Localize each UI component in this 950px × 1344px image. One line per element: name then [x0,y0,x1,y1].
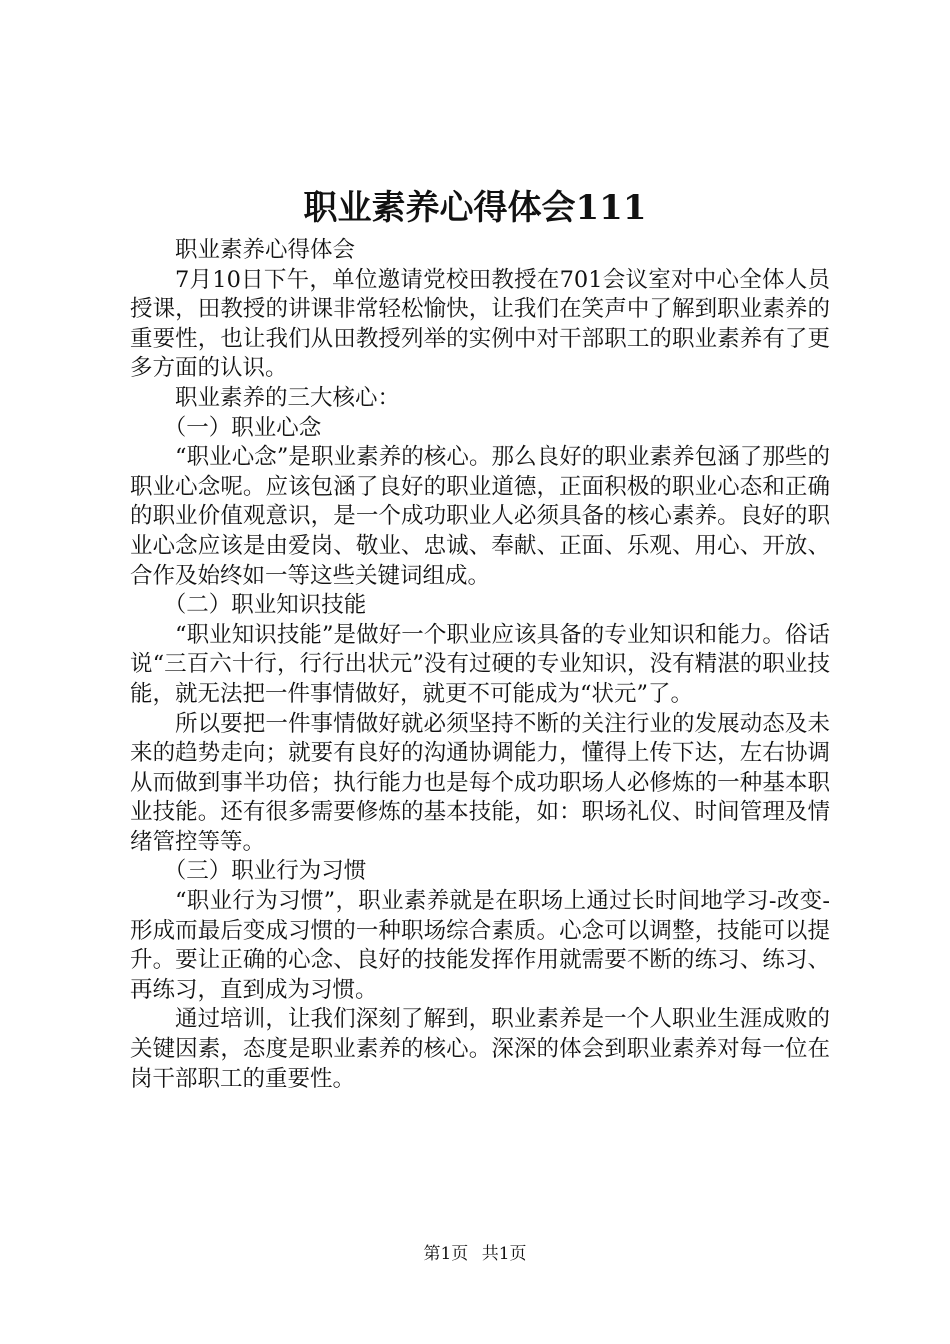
page-total: 共1页 [481,1244,527,1264]
document-body [130,236,830,1094]
paragraph-section-2a: “职业知识技能”是做好一个职业应该具备的专业知识和能力。俗话说“三百六十行，行行出状元”没有过硬的专业知识，没有精湛的职业技能，就无法把一件事情做好，就更不可能成为“状元”了。 [130,621,830,707]
paragraph-subtitle: 职业素养心得体会 [175,237,356,263]
section-heading-1: （一）职业心念 [163,414,322,441]
page-footer [0,1243,950,1265]
page-number: 第1页 [423,1244,469,1264]
section-heading-3: （三）职业行为习惯 [163,858,367,885]
paragraph-core-heading: 职业素养的三大核心： [175,384,401,411]
section-heading-2: （二）职业知识技能 [163,592,367,619]
paragraph-section-3: “职业行为习惯”，职业素养就是在职场上通过长时间地学习-改变-形成而最后变成习惯的一种职场综合素质。心念可以调整，技能可以提升。要让正确的心念、良好的技能发挥作用就需要不断的练习、练习、再练习，直到成为习惯。 [130,888,830,1003]
paragraph-section-2b: 所以要把一件事情做好就必须坚持不断的关注行业的发展动态及未来的趋势走向；就要有良好的沟通协调能力，懂得上传下达，左右协调从而做到事半功倍；执行能力也是每个成功职场人必修炼的一种基本职业技能。还有很多需要修炼的基本技能，如：职场礼仪、时间管理及情绪管控等等。 [130,710,830,855]
paragraph-section-1: “职业心念”是职业素养的核心。那么良好的职业素养包涵了那些的职业心念呢。应该包涵了良好的职业道德，正面积极的职业心态和正确的职业价值观意识，是一个成功职业人必须具备的核心素养。良好的职业心念应该是由爱岗、敬业、忠诚、奉献、正面、乐观、用心、开放、合作及始终如一等这些关键词组成。 [130,444,830,589]
paragraph-intro: 7月10日下午，单位邀请党校田教授在701会议室对中心全体人员授课，田教授的讲课非常轻松愉快，让我们在笑声中了解到职业素养的重要性，也让我们从田教授列举的实例中对干部职工的职业素养有了更多方面的认识。 [130,266,830,382]
paragraph-conclusion: 通过培训，让我们深刻了解到，职业素养是一个人职业生涯成败的关键因素，态度是职业素养的核心。深深的体会到职业素养对每一位在岗干部职工的重要性。 [130,1006,830,1092]
document-title: 职业素养心得体会111 [303,188,647,228]
